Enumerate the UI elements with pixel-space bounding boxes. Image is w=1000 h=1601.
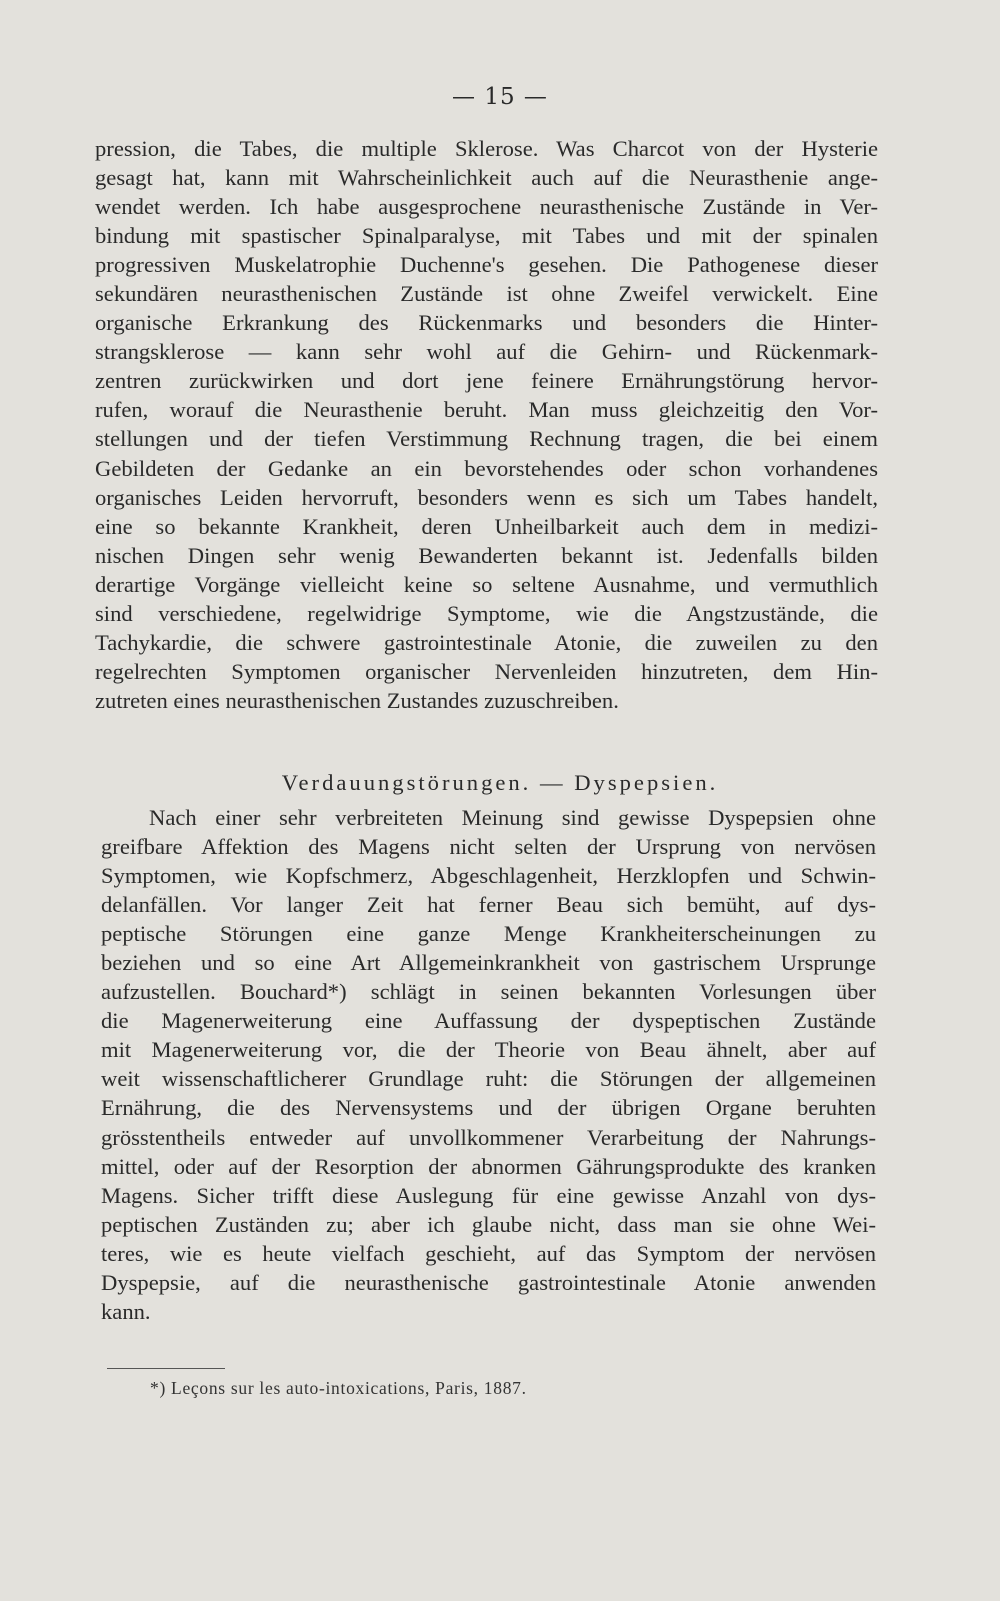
text-line: eine so bekannte Krankheit, deren Unheilbarkeit auch dem in medizi- bbox=[95, 513, 878, 539]
text-line: derartige Vorgänge vielleicht keine so seltene Ausnahme, und vermuthlich bbox=[95, 571, 878, 597]
text-line: Dyspepsie, auf die neurasthenische gastrointestinale Atonie anwenden bbox=[101, 1269, 876, 1295]
text-line: nischen Dingen sehr wenig Bewanderten bekannt ist. Jedenfalls bilden bbox=[95, 542, 878, 568]
text-line: bindung mit spastischer Spinalparalyse, mit Tabes und mit der spinalen bbox=[95, 223, 878, 249]
text-line: Nach einer sehr verbreiteten Meinung sind gewisse Dyspepsien ohne bbox=[149, 805, 876, 830]
text-line: organisches Leiden hervorruft, besonders wenn es sich um Tabes handelt, bbox=[95, 484, 878, 510]
text-line: strangsklerose — kann sehr wohl auf die Gehirn- und Rückenmark- bbox=[95, 339, 878, 365]
text-line: weit wissenschaftlicherer Grundlage ruht: die Störungen der allgemeinen bbox=[101, 1066, 876, 1092]
text-line: peptischen Zuständen zu; aber ich glaube nicht, dass man sie ohne Wei- bbox=[101, 1211, 876, 1237]
text-line: mittel, oder auf der Resorption der abnormen Gährungsprodukte des kranken bbox=[101, 1153, 876, 1179]
text-line: stellungen und der tiefen Verstimmung Rechnung tragen, die bei einem bbox=[95, 426, 878, 452]
text-line: grösstentheils entweder auf unvollkommener Verarbeitung der Nahrungs- bbox=[101, 1124, 876, 1150]
text-line: gesagt hat, kann mit Wahrscheinlichkeit auch auf die Neurasthenie ange- bbox=[95, 165, 878, 191]
text-line: wendet werden. Ich habe ausgesprochene neurasthenische Zustände in Ver- bbox=[95, 194, 878, 220]
text-line: delanfällen. Vor langer Zeit hat ferner Beau sich bemüht, auf dys- bbox=[101, 892, 876, 918]
text-line: aufzustellen. Bouchard*) schlägt in seinen bekannten Vorlesungen über bbox=[101, 979, 876, 1005]
text-line: Gebildeten der Gedanke an ein bevorstehendes oder schon vorhandenes bbox=[95, 455, 878, 481]
text-line: progressiven Muskelatrophie Duchenne's gesehen. Die Pathogenese dieser bbox=[95, 252, 878, 278]
text-line: greifbare Affektion des Magens nicht selten der Ursprung von nervösen bbox=[101, 834, 876, 860]
footnote: *) Leçons sur les auto-intoxications, Paris, 1887. bbox=[150, 1378, 527, 1398]
text-line: regelrechten Symptomen organischer Nervenleiden hinzutreten, dem Hin- bbox=[95, 658, 878, 684]
text-line: Symptomen, wie Kopfschmerz, Abgeschlagenheit, Herzklopfen und Schwin- bbox=[101, 863, 876, 889]
text-line: die Magenerweiterung eine Auffassung der dyspeptischen Zustände bbox=[101, 1008, 876, 1034]
text-line: zentren zurückwirken und dort jene feinere Ernährungstörung hervor- bbox=[95, 368, 878, 394]
text-line: Magens. Sicher trifft diese Auslegung für eine gewisse Anzahl von dys- bbox=[101, 1182, 876, 1208]
page-number: — 15 — bbox=[452, 84, 548, 110]
text-line: rufen, worauf die Neurasthenie beruht. Man muss gleichzeitig den Vor- bbox=[95, 397, 878, 423]
text-line: kann. bbox=[101, 1298, 151, 1324]
footnote-rule bbox=[107, 1368, 225, 1369]
body-paragraph bbox=[95, 134, 878, 715]
text-line: teres, wie es heute vielfach geschieht, auf das Symptom der nervösen bbox=[101, 1240, 876, 1266]
section-heading: Verdauungstörungen. — Dyspepsien. bbox=[281, 770, 719, 795]
text-line: peptische Störungen eine ganze Menge Krankheiterscheinungen zu bbox=[101, 921, 876, 947]
text-line: Ernährung, die des Nervensystems und der übrigen Organe beruhten bbox=[101, 1095, 876, 1121]
text-line: Tachykardie, die schwere gastrointestinale Atonie, die zuweilen zu den bbox=[95, 629, 878, 655]
text-line: pression, die Tabes, die multiple Sklerose. Was Charcot von der Hysterie bbox=[95, 136, 878, 161]
text-line: organische Erkrankung des Rückenmarks und besonders die Hinter- bbox=[95, 310, 878, 336]
text-line: sind verschiedene, regelwidrige Symptome, wie die Angstzustände, die bbox=[95, 600, 878, 626]
text-line: zutreten eines neurasthenischen Zustandes zuzuschreiben. bbox=[95, 687, 619, 713]
text-line: mit Magenerweiterung vor, die der Theorie von Beau ähnelt, aber auf bbox=[101, 1037, 876, 1063]
text-line: sekundären neurasthenischen Zustände ist ohne Zweifel verwickelt. Eine bbox=[95, 281, 878, 307]
body-paragraph bbox=[101, 803, 876, 1326]
text-line: beziehen und so eine Art Allgemeinkrankheit von gastrischem Ursprunge bbox=[101, 950, 876, 976]
